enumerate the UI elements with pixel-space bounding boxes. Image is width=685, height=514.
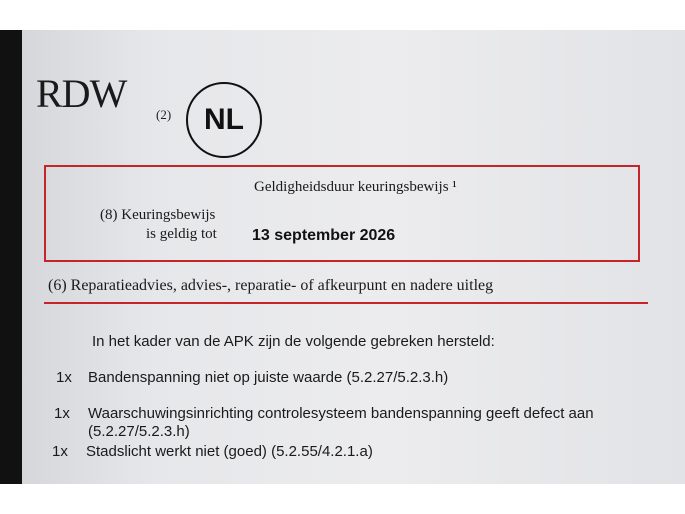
repairs-intro: In het kader van de APK zijn de volgende gebreken hersteld: — [92, 333, 495, 350]
country-code-text: NL — [204, 103, 244, 136]
section-heading: (6) Reparatieadvies, advies-, reparatie- of afkeurpunt en nadere uitleg — [48, 277, 494, 294]
section-divider — [44, 302, 648, 304]
photo-border-left — [0, 30, 22, 484]
item-quantity: 1x — [52, 443, 68, 460]
repair-item: Stadslicht werkt niet (goed) (5.2.55/4.2.1.a) — [86, 443, 373, 460]
repair-item: Bandenspanning niet op juiste waarde (5.2.27/5.2.3.h) — [88, 369, 449, 386]
photo-border-top — [0, 0, 685, 30]
country-field-number: (2) — [156, 107, 172, 122]
validity-title: Geldigheidsduur keuringsbewijs ¹ — [254, 179, 457, 195]
valid-until-label: is geldig tot — [146, 226, 217, 242]
photo-border-bottom — [0, 484, 685, 514]
repair-item: Waarschuwingsinrichting controlesysteem bandenspanning geeft defect aan (5.2.27/5.2.3.h) — [88, 405, 594, 440]
valid-until-date: 13 september 2026 — [252, 227, 396, 244]
item-quantity: 1x — [56, 369, 72, 386]
item-quantity: 1x — [54, 405, 70, 422]
country-code-badge — [186, 82, 262, 158]
certificate-label: (8) Keuringsbewijs — [100, 207, 216, 223]
rdw-logo: RDW — [36, 71, 127, 116]
